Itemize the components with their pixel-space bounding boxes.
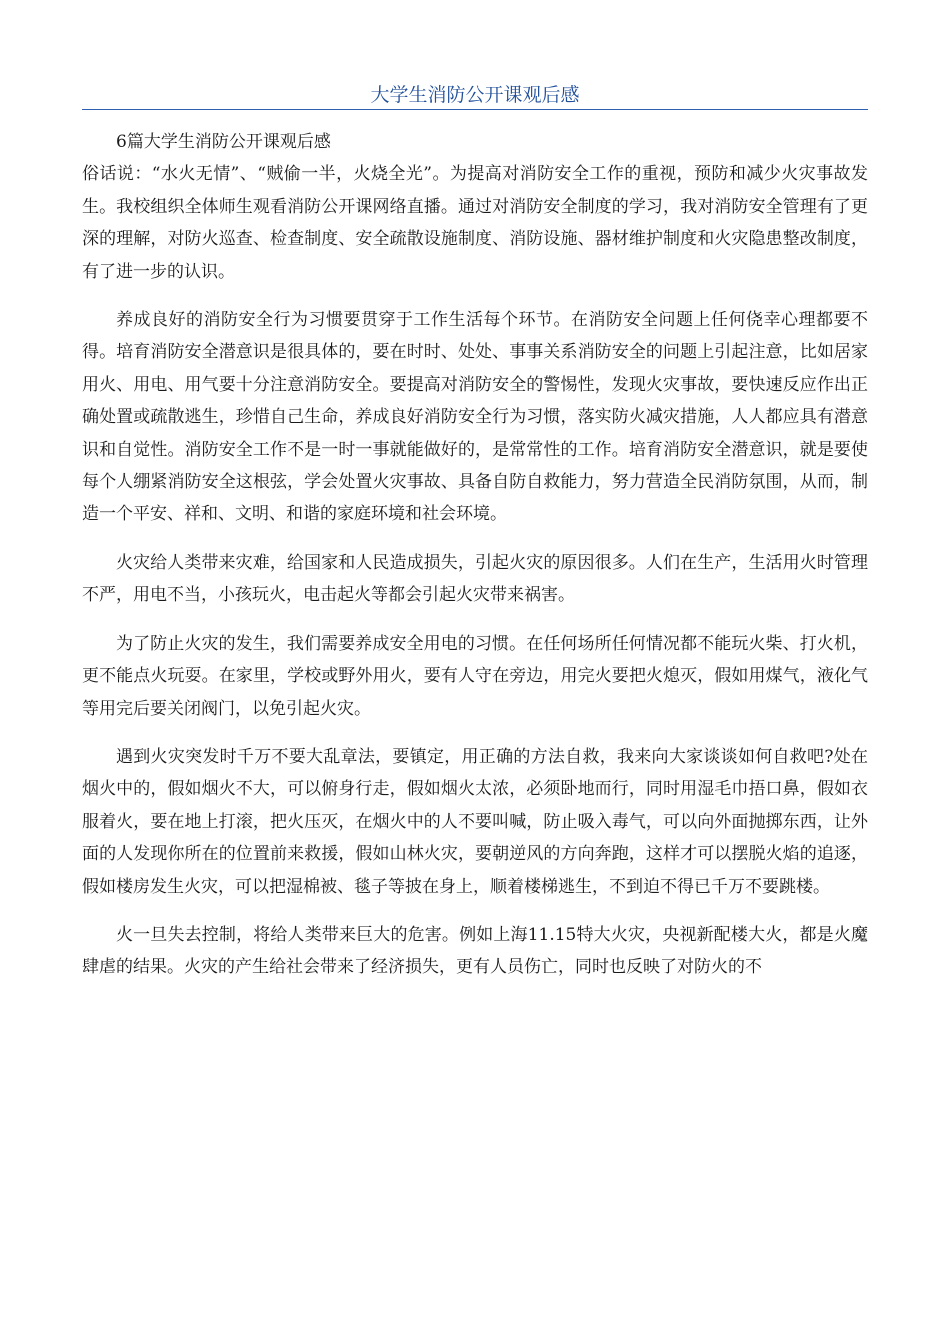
paragraph-3: 火灾给人类带来灾难，给国家和人民造成损失，引起火灾的原因很多。人们在生产，生活用火时管理不严，用电不当，小孩玩火，电击起火等都会引起火灾带来祸害。 [82, 552, 868, 606]
document-title: 大学生消防公开课观后感 [370, 84, 580, 106]
paragraph-1: 俗话说：“水火无情”、“贼偷一半，火烧全光”。为提高对消防安全工作的重视，预防和减少火灾事故发生。我校组织全体师生观看消防公开课网络直播。通过对消防安全制度的学习，我对消防安全管理有了更深的理解，对防火巡查、检查制度、安全疏散设施制度、消防设施、器材维护制度和火灾隐患整改制度，有了进一步的认识。 [82, 164, 868, 282]
paragraph-6: 火一旦失去控制，将给人类带来巨大的危害。例如上海11.15特大火灾，央视新配楼大火，都是火魔肆虐的结果。火灾的产生给社会带来了经济损失，更有人员伤亡，同时也反映了对防火的不 [82, 924, 868, 978]
title-underline [82, 109, 868, 110]
paragraph-5: 遇到火灾突发时千万不要大乱章法，要镇定，用正确的方法自救，我来向大家谈谈如何自救吧?处在烟火中的，假如烟火不大，可以俯身行走，假如烟火太浓，必须卧地而行，同时用湿毛巾捂口鼻，假如衣服着火，要在地上打滚，把火压灭，在烟火中的人不要叫喊，防止吸入毒气，可以向外面抛掷东西，让外面的人发现你所在的位置前来救援，假如山林火灾，要朝逆风的方向奔跑，这样才可以摆脱火焰的追逐，假如楼房发生火灾，可以把湿棉被、毯子等披在身上，顺着楼梯逃生，不到迫不得已千万不要跳楼。 [82, 746, 868, 897]
document-body [82, 126, 868, 1000]
paragraph-2: 养成良好的消防安全行为习惯要贯穿于工作生活每个环节。在消防安全问题上任何侥幸心理都要不得。培育消防安全潜意识是很具体的，要在时时、处处、事事关系消防安全的问题上引起注意，比如居家用火、用电、用气要十分注意消防安全。要提高对消防安全的警惕性，发现火灾事故，要快速反应作出正确处置或疏散逃生，珍惜自己生命，养成良好消防安全行为习惯，落实防火减灾措施，人人都应具有潜意识和自觉性。消防安全工作不是一时一事就能做好的，是常常性的工作。培育消防安全潜意识，就是要使每个人绷紧消防安全这根弦，学会处置火灾事故、具备自防自救能力，努力营造全民消防氛围，从而，制造一个平安、祥和、文明、和谐的家庭环境和社会环境。 [82, 310, 868, 525]
document-subtitle: 6篇大学生消防公开课观后感 [116, 132, 331, 152]
paragraph-4: 为了防止火灾的发生，我们需要养成安全用电的习惯。在任何场所任何情况都不能玩火柴、打火机，更不能点火玩耍。在家里，学校或野外用火，要有人守在旁边，用完火要把火熄灭，假如用煤气，液化气等用完后要关闭阀门，以免引起火灾。 [82, 633, 868, 719]
